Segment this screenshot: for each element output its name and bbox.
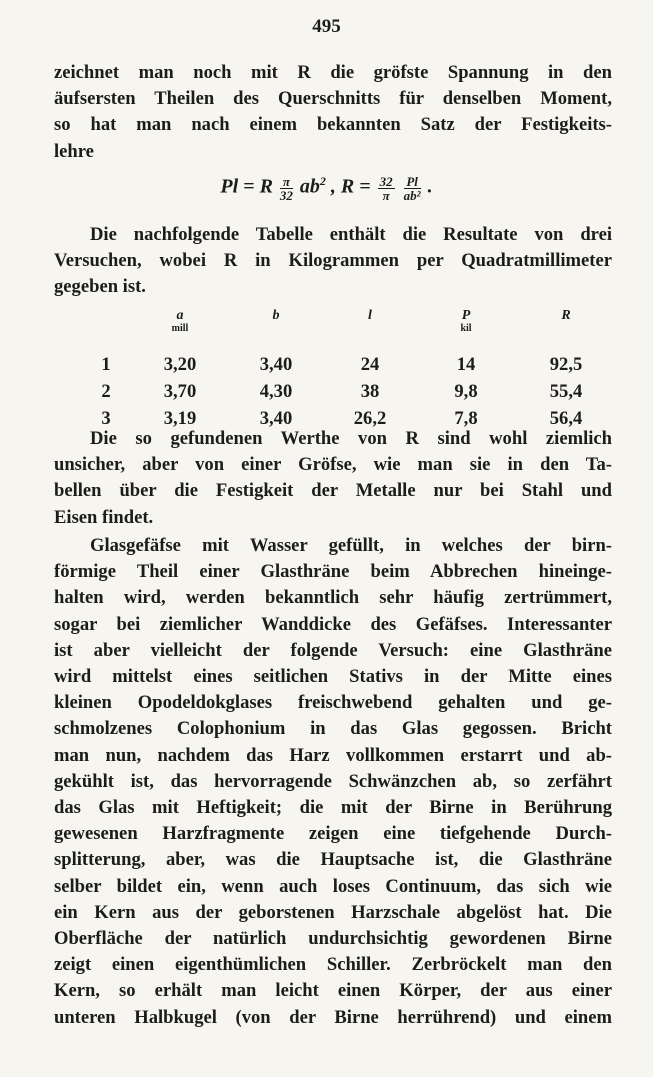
paragraph-intro [54, 60, 612, 165]
text-line: sogar bei ziemlicher Wanddicke des Gefäfses. Interessanter [54, 613, 612, 635]
text-line: Die so gefundenen Werthe von R sind wohl ziemlich [90, 428, 612, 449]
text-line: zeigt einen eigenthümlichen Schiller. Zerbröckelt man den [54, 954, 612, 976]
fraction-pi-over-32 [280, 175, 293, 202]
text-line: kleinen Opodeldokglases freischwebend gehalten und ge- [54, 692, 612, 714]
text-line: gewesenen Harzfragmente zeigen eine tiefgehende Durch- [54, 823, 612, 845]
table-header: l [368, 308, 372, 323]
text-line: Oberfläche der natürlich undurchsichtig gewordenen Birne [54, 928, 612, 950]
page-number: 495 [312, 16, 341, 37]
table-unit-row [80, 324, 616, 351]
formula-end: . [427, 175, 433, 198]
table-unit [80, 324, 132, 351]
fraction-numerator: π [280, 175, 293, 189]
text-line: Die nachfolgende Tabelle enthält die Resultate von drei [90, 224, 612, 245]
table-header [80, 306, 132, 324]
formula-mid: ab [299, 175, 320, 198]
text-line: halten wird, werden bekanntlich sehr häufig zertrümmert, [54, 587, 612, 609]
text-line: so hat man nach einem bekannten Satz der Festigkeits- [54, 114, 612, 136]
table-cell: 26,2 [353, 407, 387, 429]
text-line: Eisen findet. [54, 506, 154, 528]
text-line: Glasgefäfse mit Wasser gefüllt, in welches der birn- [90, 535, 612, 556]
fraction-denominator: ab² [403, 187, 421, 203]
table-header: a [176, 308, 184, 323]
table-header: P [461, 308, 471, 323]
table-cell: 14 [456, 353, 476, 375]
table-cell: 3,40 [259, 353, 293, 375]
table-header-row [80, 306, 616, 324]
table-cell: 38 [360, 380, 380, 402]
table-cell: 3,40 [259, 407, 293, 429]
text-line: ein Kern aus der geborstenen Harzschale abgelöst hat. Die [54, 901, 612, 923]
text-line: zeichnet man noch mit R die gröfste Spannung in den [54, 62, 612, 83]
text-line: das Glas mit Heftigkeit; die mit der Birne in Berührung [54, 797, 612, 819]
table-cell: 24 [360, 353, 380, 375]
table-cell: 2 [101, 380, 111, 402]
results-table [80, 306, 616, 432]
table-cell: 55,4 [549, 380, 583, 402]
table-cell: 3,19 [163, 407, 197, 429]
table-unit: kil [460, 323, 472, 334]
table-row [80, 378, 616, 405]
table-header: b [272, 308, 280, 323]
text-line: schmolzenes Colophonium in das Glas gegossen. Bricht [54, 718, 612, 740]
paragraph-table-intro [54, 222, 612, 301]
text-line: gekühlt ist, das hervorragende Schwänzchen ab, so zerfährt [54, 770, 612, 792]
table-unit: mill [171, 323, 189, 334]
formula-lhs: Pl = R [220, 175, 273, 198]
text-line: wird mittelst eines seitlichen Stativs in der Mitte eines [54, 666, 612, 688]
text-line: bellen über die Festigkeit der Metalle nur bei Stahl und [54, 480, 612, 502]
formula-separator: , R = [330, 175, 376, 198]
table-cell: 3,20 [163, 353, 197, 375]
text-line: Kern, so erhält man leicht einen Körper, der aus einer [54, 980, 612, 1002]
text-line: lehre [54, 140, 94, 162]
fraction-pl-over-ab2 [404, 175, 421, 202]
text-line: splitterung, aber, was die Hauptsache ist, die Glasthräne [54, 849, 612, 871]
fraction-denominator: 32 [279, 187, 293, 203]
table-cell: 92,5 [549, 353, 583, 375]
table-unit [228, 324, 324, 351]
fraction-denominator: π [382, 187, 390, 203]
table-cell: 7,8 [454, 407, 478, 429]
paragraph-glass-experiment [54, 533, 612, 1031]
table-cell: 3 [101, 407, 111, 429]
text-line: förmige Theil einer Glasthräne beim Abbrechen hineinge- [54, 561, 612, 583]
text-line: man nun, nachdem das Harz vollkommen erstarrt und ab- [54, 744, 612, 766]
table-row [80, 351, 616, 378]
text-line: ist aber vielleicht der folgende Versuch: eine Glasthräne [54, 639, 612, 661]
table-unit [324, 324, 416, 351]
text-line: unsicher, aber von einer Gröfse, wie man sie in den Ta- [54, 454, 612, 476]
table-cell: 1 [101, 353, 111, 375]
text-line: gegeben ist. [54, 276, 146, 298]
paragraph-results-discussion [54, 426, 612, 531]
formula-exponent: 2 [319, 174, 326, 188]
table-unit [516, 324, 616, 351]
fraction-numerator: Pl [404, 175, 421, 189]
text-line: äufsersten Theilen des Querschnitts für denselben Moment, [54, 88, 612, 110]
table-cell: 56,4 [549, 407, 583, 429]
text-line: unteren Halbkugel (von der Birne herrührend) und einem [54, 1006, 612, 1028]
table-cell: 9,8 [454, 380, 478, 402]
table-cell: 4,30 [259, 380, 293, 402]
text-line: Versuchen, wobei R in Kilogrammen per Quadratmillimeter [54, 250, 612, 272]
table-header: R [561, 308, 571, 323]
fraction-32-over-pi [378, 175, 395, 202]
formula [0, 174, 653, 202]
fraction-numerator: 32 [379, 173, 393, 189]
text-line: selber bildet ein, wenn auch loses Continuum, das sich wie [54, 875, 612, 897]
table-cell: 3,70 [163, 380, 197, 402]
